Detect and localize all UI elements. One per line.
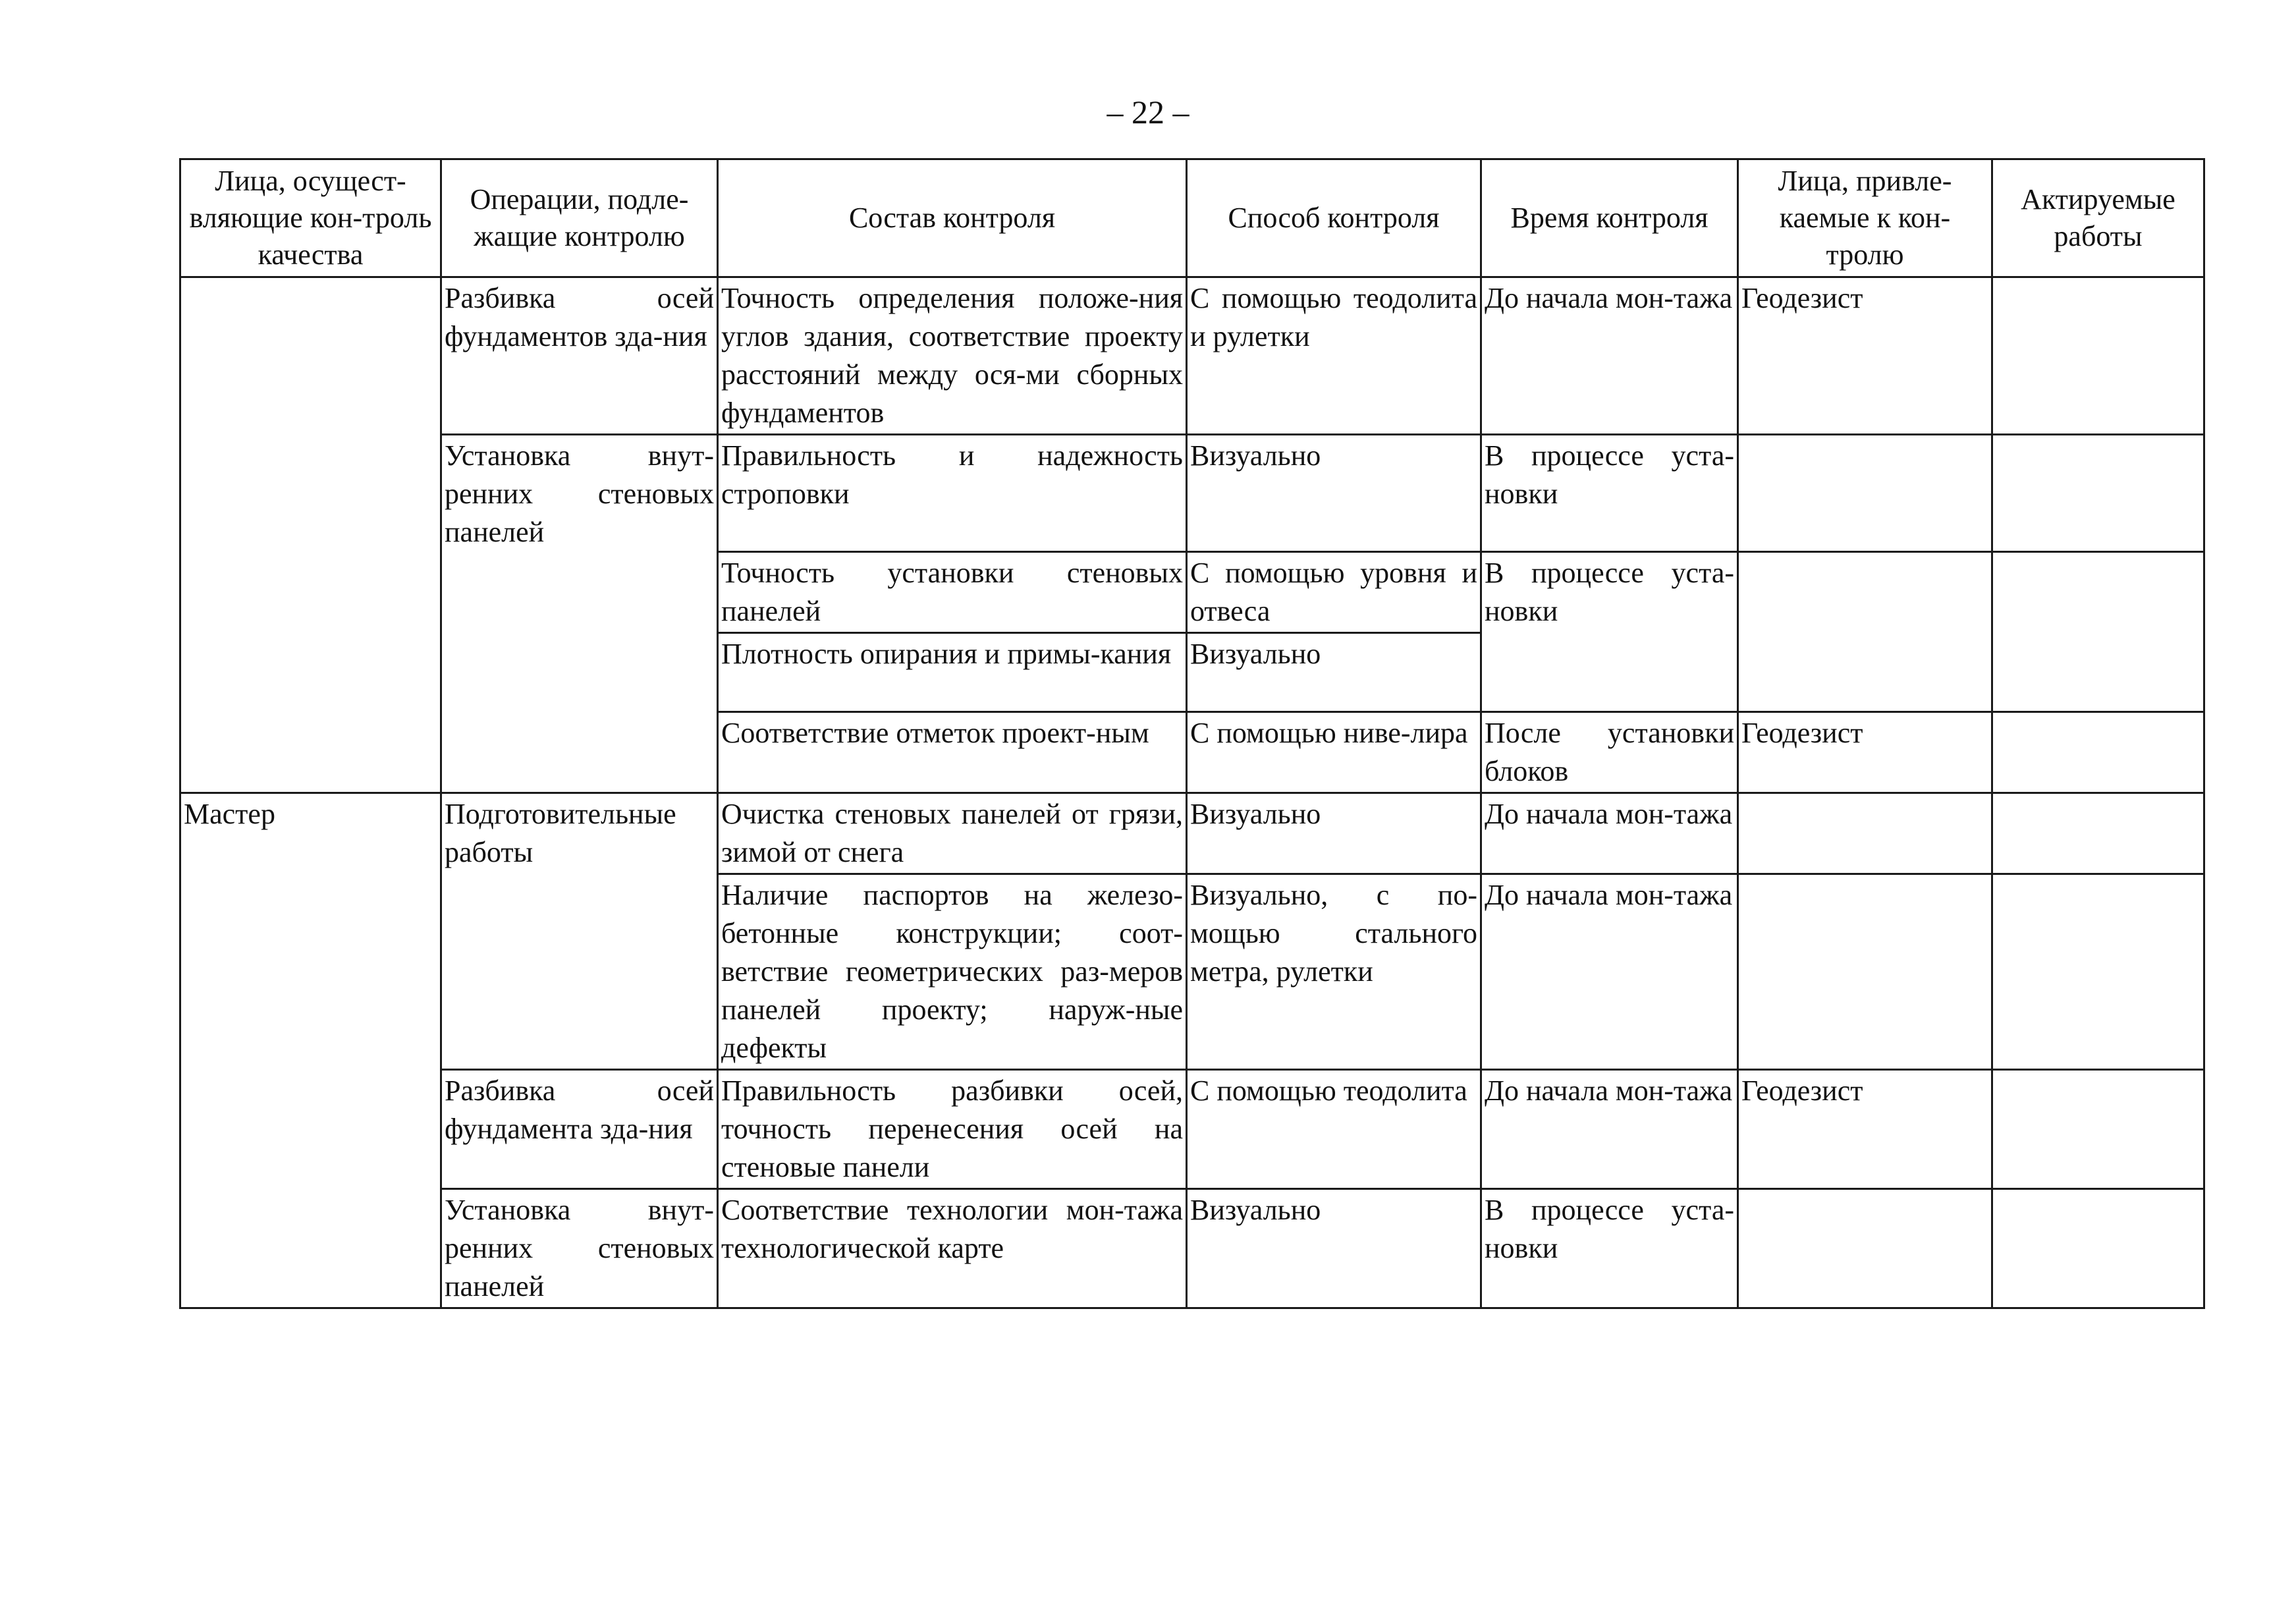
cell-time: В процессе уста-новки <box>1481 1189 1738 1308</box>
cell-involved: Геодезист <box>1738 1070 1992 1189</box>
table-row <box>180 277 2204 435</box>
table-header-row <box>180 159 2204 277</box>
cell-involved <box>1738 793 1992 874</box>
cell-method: С помощью теодолита и рулетки <box>1187 277 1481 435</box>
table-row <box>180 1189 2204 1308</box>
cell-involved <box>1738 435 1992 552</box>
cell-operation: Установка внут-ренних стеновых панелей <box>441 1189 718 1308</box>
cell-time: До начала мон-тажа <box>1481 874 1738 1070</box>
header-acts: Актируемые работы <box>1992 159 2204 277</box>
cell-acts <box>1992 793 2204 874</box>
table-row <box>180 435 2204 552</box>
header-operations: Операции, подле-жащие контролю <box>441 159 718 277</box>
cell-composition: Правильность и надежность строповки <box>718 435 1187 552</box>
cell-composition: Наличие паспортов на железо-бетонные конструкции; соот-ветствие геометрических раз-меров панелей проекту; наруж-ные дефекты <box>718 874 1187 1070</box>
cell-involved <box>1738 1189 1992 1308</box>
cell-time: В процессе уста-новки <box>1481 435 1738 552</box>
cell-acts <box>1992 435 2204 552</box>
header-time: Время контроля <box>1481 159 1738 277</box>
cell-operation: Разбивка осей фундамента зда-ния <box>441 1070 718 1189</box>
cell-involved <box>1738 874 1992 1070</box>
cell-acts <box>1992 874 2204 1070</box>
header-involved: Лица, привле-каемые к кон-тролю <box>1738 159 1992 277</box>
cell-composition: Точность установки стеновых панелей <box>718 552 1187 633</box>
cell-method: Визуально <box>1187 793 1481 874</box>
cell-method: Визуально, с по-мощью стального метра, рулетки <box>1187 874 1481 1070</box>
header-method: Способ контроля <box>1187 159 1481 277</box>
cell-composition: Точность определения положе-ния углов здания, соответствие проекту расстояний между ося-ми сборных фундаментов <box>718 277 1187 435</box>
cell-acts <box>1992 712 2204 793</box>
page-number: – 22 – <box>1107 94 1189 130</box>
cell-person: Мастер <box>180 793 441 1308</box>
cell-involved <box>1738 552 1992 712</box>
cell-method: Визуально <box>1187 435 1481 552</box>
header-composition: Состав контроля <box>718 159 1187 277</box>
cell-composition: Правильность разбивки осей, точность перенесения осей на стеновые панели <box>718 1070 1187 1189</box>
cell-time: После установки блоков <box>1481 712 1738 793</box>
table-row <box>180 793 2204 874</box>
cell-composition: Соответствие отметок проект-ным <box>718 712 1187 793</box>
cell-acts <box>1992 1070 2204 1189</box>
cell-acts <box>1992 277 2204 435</box>
cell-time: До начала мон-тажа <box>1481 793 1738 874</box>
table-row <box>180 1070 2204 1189</box>
cell-method: С помощью теодолита <box>1187 1070 1481 1189</box>
cell-time: В процессе уста-новки <box>1481 552 1738 712</box>
cell-method: Визуально <box>1187 1189 1481 1308</box>
cell-operation: Разбивка осей фундаментов зда-ния <box>441 277 718 435</box>
cell-time: До начала мон-тажа <box>1481 277 1738 435</box>
cell-involved: Геодезист <box>1738 712 1992 793</box>
cell-operation: Установка внут-ренних стеновых панелей <box>441 435 718 793</box>
cell-acts <box>1992 1189 2204 1308</box>
cell-operation: Подготовительные работы <box>441 793 718 1070</box>
cell-composition: Очистка стеновых панелей от грязи, зимой от снега <box>718 793 1187 874</box>
cell-acts <box>1992 552 2204 712</box>
cell-involved: Геодезист <box>1738 277 1992 435</box>
cell-composition: Соответствие технологии мон-тажа технологической карте <box>718 1189 1187 1308</box>
cell-time: До начала мон-тажа <box>1481 1070 1738 1189</box>
cell-composition: Плотность опирания и примы-кания <box>718 633 1187 712</box>
quality-control-table <box>179 158 2205 1309</box>
cell-method: Визуально <box>1187 633 1481 712</box>
cell-person <box>180 277 441 793</box>
header-persons: Лица, осущест-вляющие кон-троль качества <box>180 159 441 277</box>
cell-method: С помощью уровня и отвеса <box>1187 552 1481 633</box>
cell-method: С помощью ниве-лира <box>1187 712 1481 793</box>
